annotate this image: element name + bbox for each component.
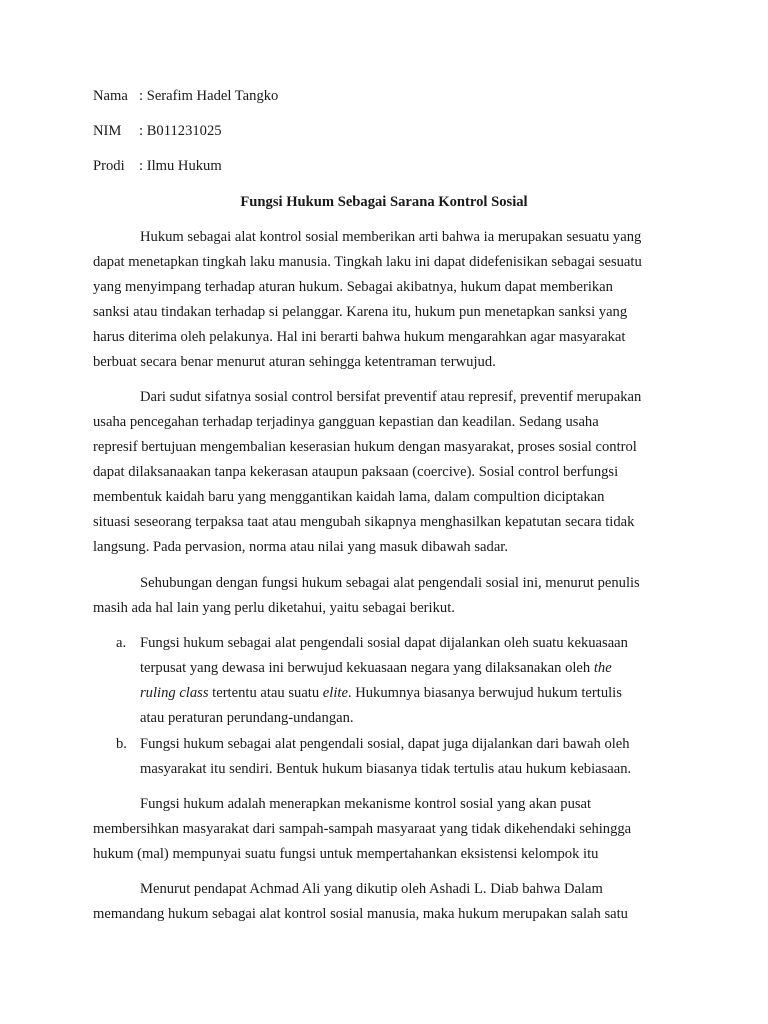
nama-label: Nama <box>93 88 128 104</box>
paragraph-1-line: dapat menetapkan tingkah laku manusia. Tingkah laku ini dapat didefenisikan sebagai sesuatu <box>93 254 642 270</box>
list-item-a-italic: the <box>593 660 612 676</box>
prodi-value: : Ilmu Hukum <box>139 158 222 174</box>
list-item-b-line: Fungsi hukum sebagai alat pengendali sosial, dapat juga dijalankan dari bawah oleh <box>140 736 630 752</box>
paragraph-2-line: represif bertujuan mengembalian keserasian hukum dengan masyarakat, proses sosial control <box>93 439 637 455</box>
list-marker-a: a. <box>116 635 127 651</box>
paragraph-2-line: dapat dilaksanaakan tanpa kekerasan ataupun paksaan (coercive). Sosial control berfungsi <box>93 464 619 480</box>
paragraph-5-line: Menurut pendapat Achmad Ali yang dikutip oleh Ashadi L. Diab bahwa Dalam <box>140 881 603 897</box>
paragraph-1-line: harus diterima oleh pelakunya. Hal ini berarti bahwa hukum mengarahkan agar masyarakat <box>93 329 626 345</box>
paragraph-4-line: Fungsi hukum adalah menerapkan mekanisme kontrol sosial yang akan pusat <box>140 796 592 812</box>
list-marker-b: b. <box>116 736 127 752</box>
nama-value: : Serafim Hadel Tangko <box>139 88 279 104</box>
prodi-label: Prodi <box>93 158 125 174</box>
paragraph-4-line: hukum (mal) mempunyai suatu fungsi untuk mempertahankan eksistensi kelompok itu <box>93 846 599 862</box>
paragraph-3-line: Sehubungan dengan fungsi hukum sebagai alat pengendali sosial ini, menurut penulis <box>140 575 640 591</box>
list-item-a-line <box>140 683 622 703</box>
list-item-a-text: terpusat yang dewasa ini berwujud kekuasaan negara yang dilaksanakan oleh <box>140 660 594 676</box>
paragraph-5-line: memandang hukum sebagai alat kontrol sosial manusia, maka hukum merupakan salah satu <box>93 906 628 922</box>
document-title: Fungsi Hukum Sebagai Sarana Kontrol Sosial <box>240 194 528 210</box>
nim-value: : B011231025 <box>139 123 222 139</box>
list-item-a-text: . Hukumnya biasanya berwujud hukum tertulis <box>347 685 622 701</box>
paragraph-1-line: sanksi atau tindakan terhadap si pelanggar. Karena itu, hukum pun menetapkan sanksi yang <box>93 304 628 320</box>
paragraph-2-line: membentuk kaidah baru yang menggantikan kaidah lama, dalam compultion diciptakan <box>93 489 605 505</box>
paragraph-2-line: situasi seseorang terpaksa taat atau mengubah sikapnya menghasilkan kepatutan secara tidak <box>93 514 635 530</box>
list-item-b-line: masyarakat itu sendiri. Bentuk hukum biasanya tidak tertulis atau hukum kebiasaan. <box>140 761 632 777</box>
paragraph-3-line: masih ada hal lain yang perlu diketahui, yaitu sebagai berikut. <box>93 600 455 616</box>
prodi-row <box>93 156 222 176</box>
list-item-a-text: tertentu atau suatu <box>208 685 323 701</box>
list-item-a-line: Fungsi hukum sebagai alat pengendali sosial dapat dijalankan oleh suatu kekuasaan <box>140 635 628 651</box>
list-item-a-italic: elite <box>322 685 348 701</box>
paragraph-4-line: membersihkan masyarakat dari sampah-sampah masyaraat yang tidak dikehendaki sehingga <box>93 821 632 837</box>
nama-row <box>93 86 278 106</box>
paragraph-2-line: langsung. Pada pervasion, norma atau nilai yang masuk dibawah sadar. <box>93 539 509 555</box>
list-item-a-line: atau peraturan perundang-undangan. <box>140 710 354 726</box>
nim-row <box>93 121 222 141</box>
paragraph-1-line: yang menyimpang terhadap aturan hukum. Sebagai akibatnya, hukum dapat memberikan <box>93 279 613 295</box>
list-item-a-italic: ruling class <box>140 685 209 701</box>
paragraph-2-line: Dari sudut sifatnya sosial control bersifat preventif atau represif, preventif merupakan <box>140 389 642 405</box>
paragraph-1-line: Hukum sebagai alat kontrol sosial memberikan arti bahwa ia merupakan sesuatu yang <box>140 229 642 245</box>
list-item-a-line <box>140 658 612 678</box>
paragraph-2-line: usaha pencegahan terhadap terjadinya gangguan kepastian dan keadilan. Sedang usaha <box>93 414 599 430</box>
nim-label: NIM <box>93 123 122 139</box>
paragraph-1-line: berbuat secara benar menurut aturan sehingga ketentraman terwujud. <box>93 354 496 370</box>
